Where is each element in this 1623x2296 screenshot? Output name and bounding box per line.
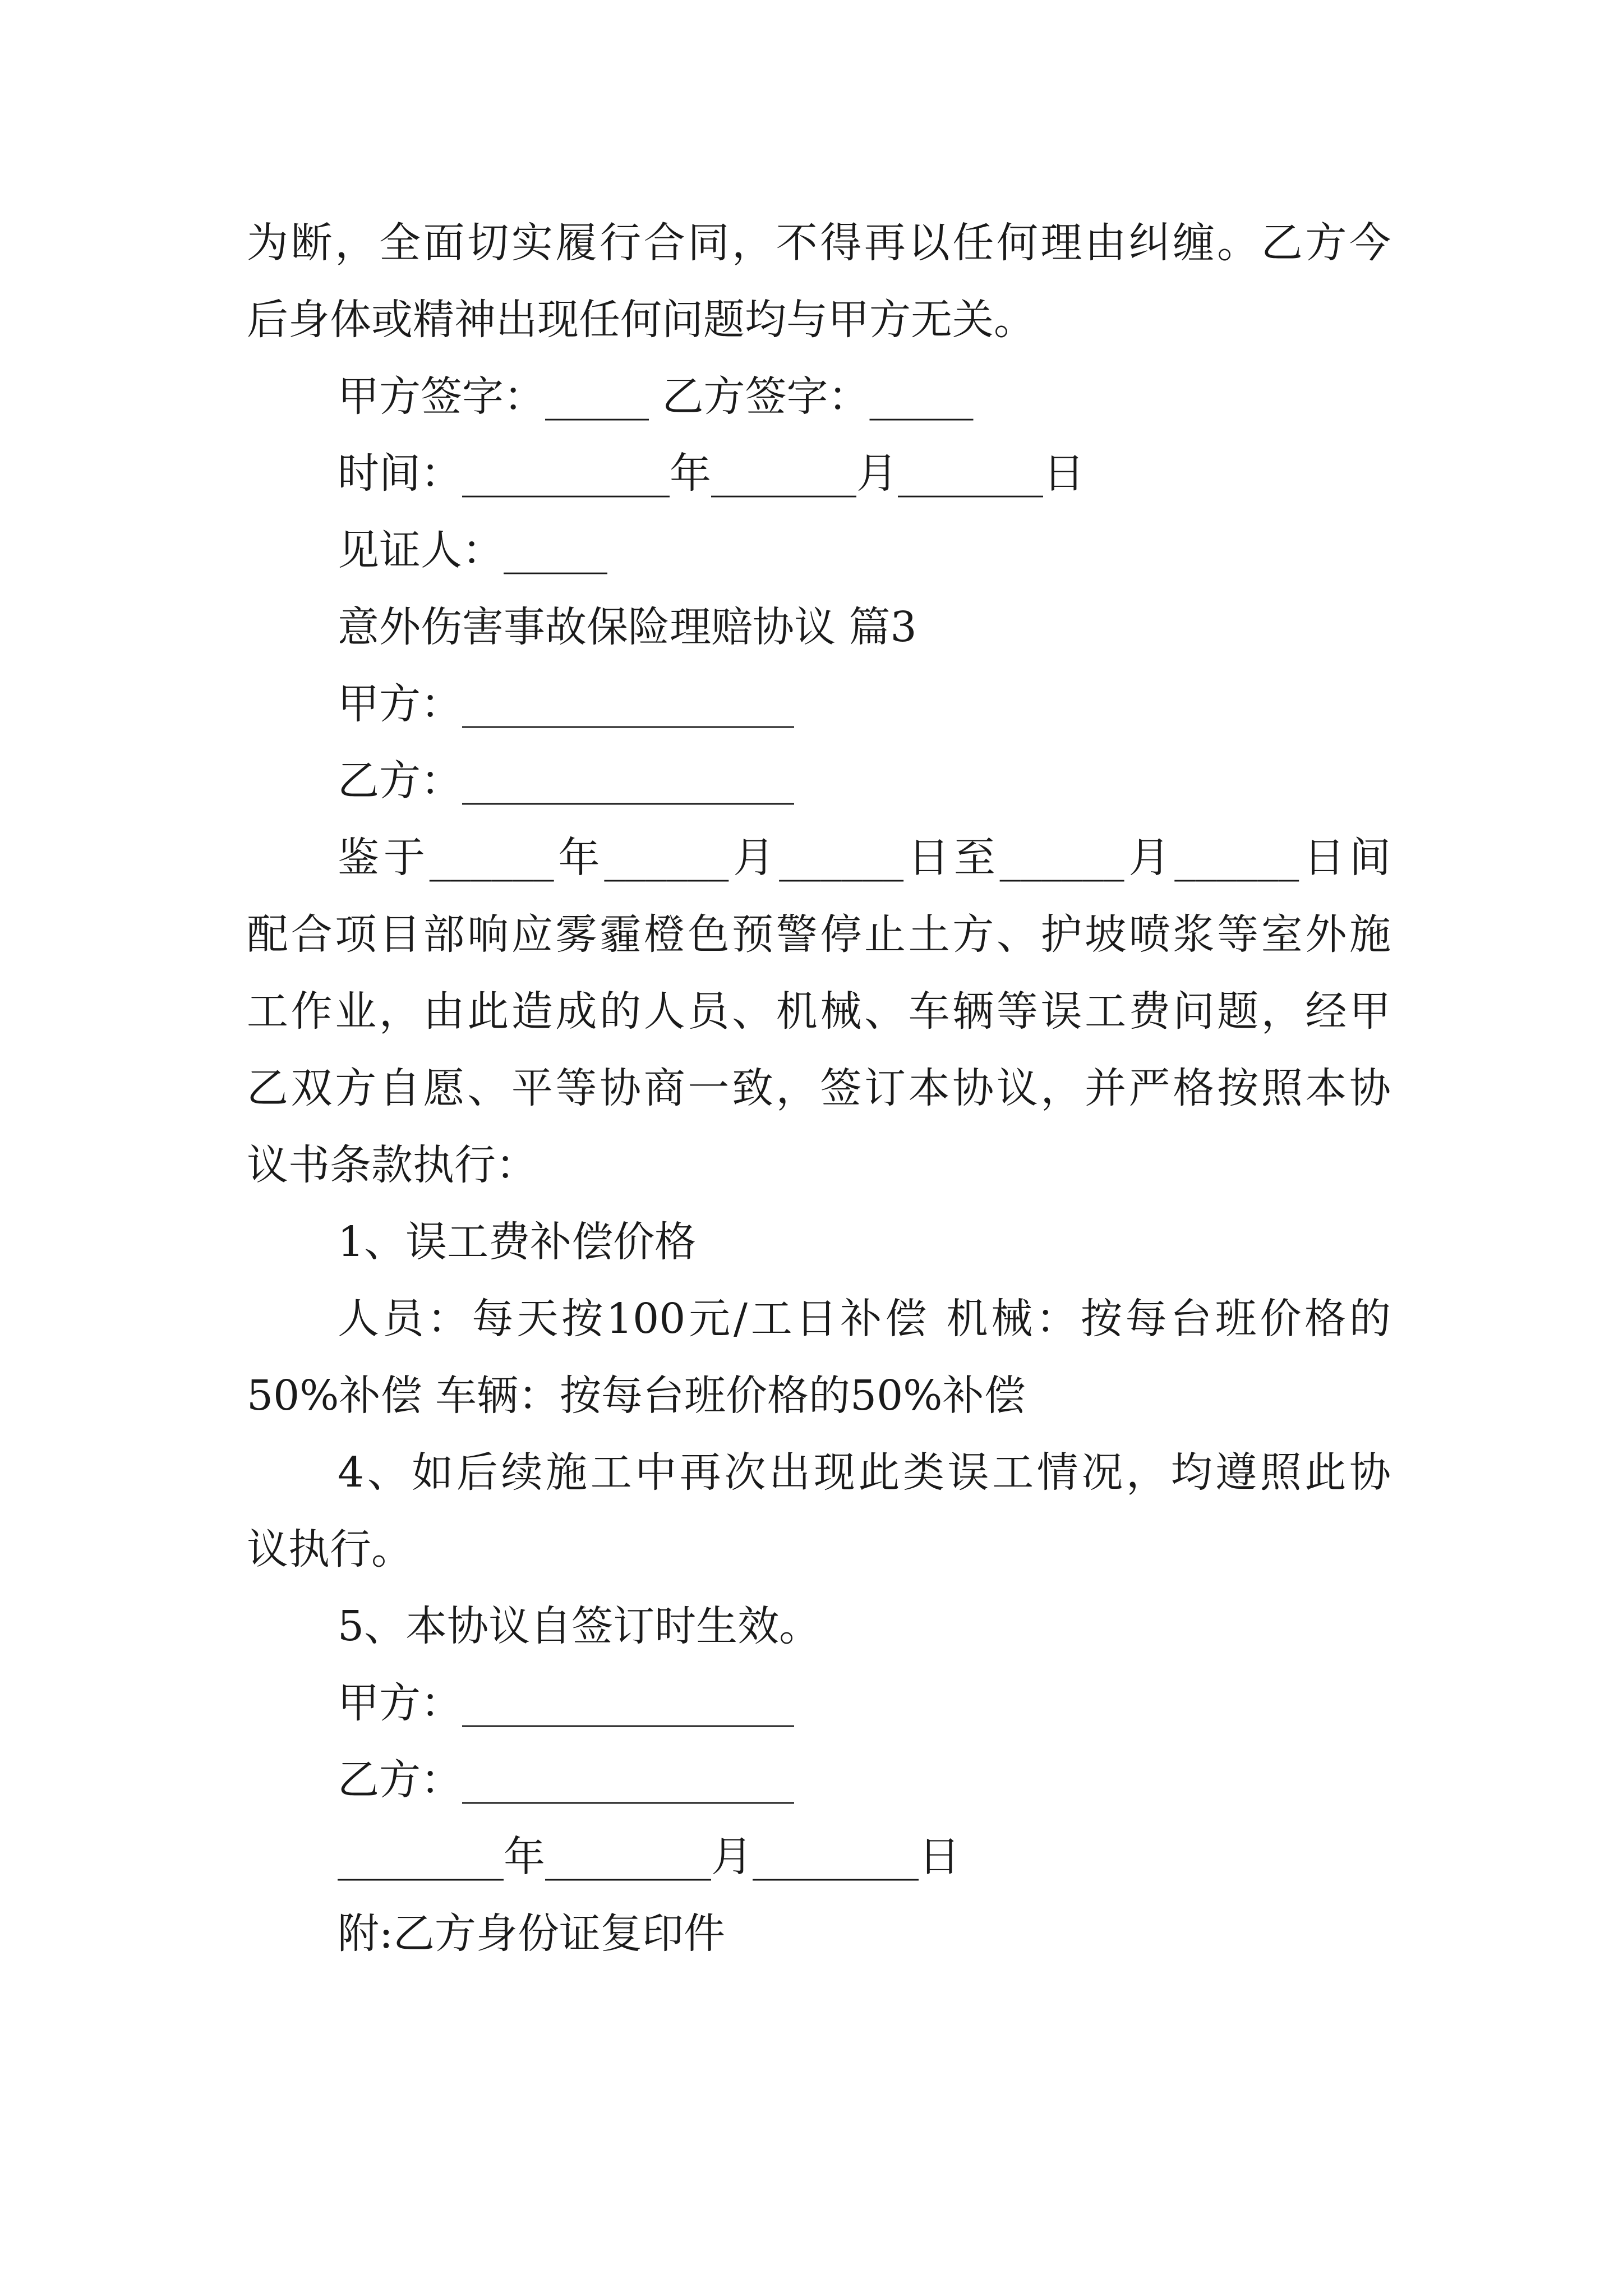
text-line: 人员：每天按100元/工日补偿 机械：按每台班价格的 [338,1295,1391,1343]
document-body [247,205,1391,1972]
date-line: 时间：__________年_______月_______日 [338,449,1085,498]
text-line: 4、如后续施工中再次出现此类误工情况，均遵照此协 [338,1448,1391,1497]
signature-line: 甲方签字：_____ 乙方签字：_____ [338,372,974,421]
party-b-line: 乙方：________________ [338,757,794,805]
text-line: 工作业，由此造成的人员、机械、车辆等误工费问题，经甲 [247,987,1391,1036]
clause-heading: 1、误工费补偿价格 [338,1218,697,1266]
date-line: ________年________月________日 [338,1833,960,1881]
text-line: 配合项目部响应雾霾橙色预警停止土方、护坡喷浆等室外施 [247,910,1391,959]
text-line: 50%补偿 车辆：按每台班价格的50%补偿 [247,1372,1026,1420]
text-line: 议书条款执行： [247,1141,537,1189]
text-line: 议执行。 [247,1525,413,1573]
party-a-line: 甲方：________________ [338,1679,794,1727]
text-line: 为断，全面切实履行合同，不得再以任何理由纠缠。乙方今 [247,219,1391,267]
witness-line: 见证人：_____ [338,526,607,574]
text-line: 乙双方自愿、平等协商一致，签订本协议，并严格按照本协 [247,1064,1391,1112]
clause-line: 5、本协议自签订时生效。 [338,1602,821,1650]
section-title: 意外伤害事故保险理赔协议 篇3 [338,603,917,651]
text-line: 后身体或精神出现任何问题均与甲方无关。 [247,296,1035,344]
attachment-line: 附:乙方身份证复印件 [338,1910,725,1958]
text-line: 鉴于______年______月______日至______月______日间 [338,834,1391,882]
party-b-line: 乙方：________________ [338,1756,794,1804]
party-a-line: 甲方：________________ [338,680,794,728]
